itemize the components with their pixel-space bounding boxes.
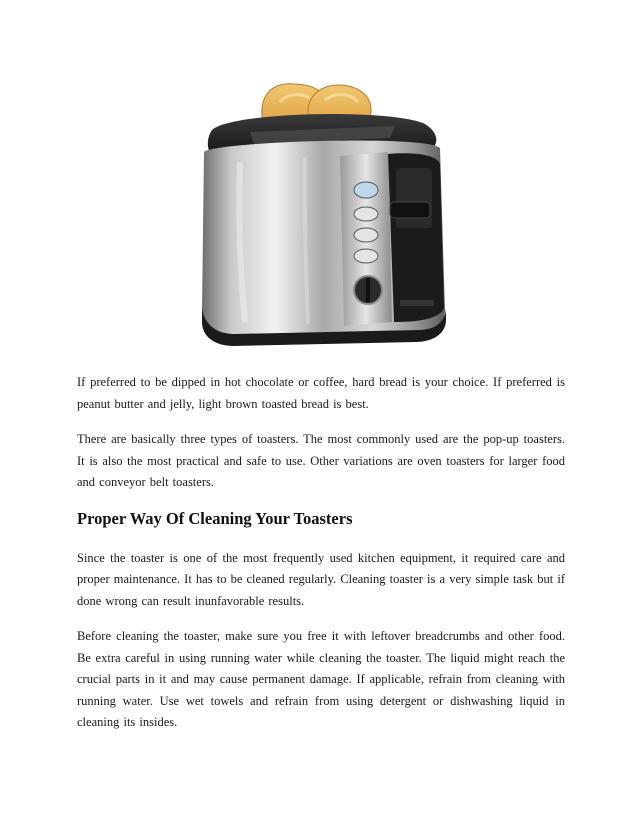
paragraph: Since the toaster is one of the most frequently used kitchen equipment, it required care and proper maintenance. It has to be cleaned regularly. Cleaning toaster is a very simple task but if done wrong can result inunfavorable results. [77,550,565,608]
brand-logo [400,300,434,306]
paragraph: There are basically three types of toasters. The most commonly used are the pop-up toasters. It is also the most practical and safe to use. Other variations are oven toasters for larger food and conveyor belt toasters. [77,432,565,489]
defrost-button-icon [354,228,378,242]
led-button-icon [354,182,378,198]
toaster-image [190,72,460,347]
paragraph: Before cleaning the toaster, make sure you free it with leftover breadcrumbs and other food. Be extra careful in using running water while cleaning the toaster. The liquid might reach the crucial parts in it and may cause permanent damage. If applicable, refrain from cleaning with running water. Use wet towels and refrain from using detergent or dishwashing liquid in cleaning its insides. [77,629,565,729]
cancel-button-icon [354,249,378,263]
paragraph: If preferred to be dipped in hot chocolate or coffee, hard bread is your choice. If preferred is peanut butter and jelly, light brown toasted bread is best. [77,375,565,411]
bagel-button-icon [354,207,378,221]
toaster-illustration [190,72,460,347]
section-heading: Proper Way Of Cleaning Your Toasters [77,508,353,528]
document-body [77,372,565,748]
toaster-lever [390,202,430,218]
